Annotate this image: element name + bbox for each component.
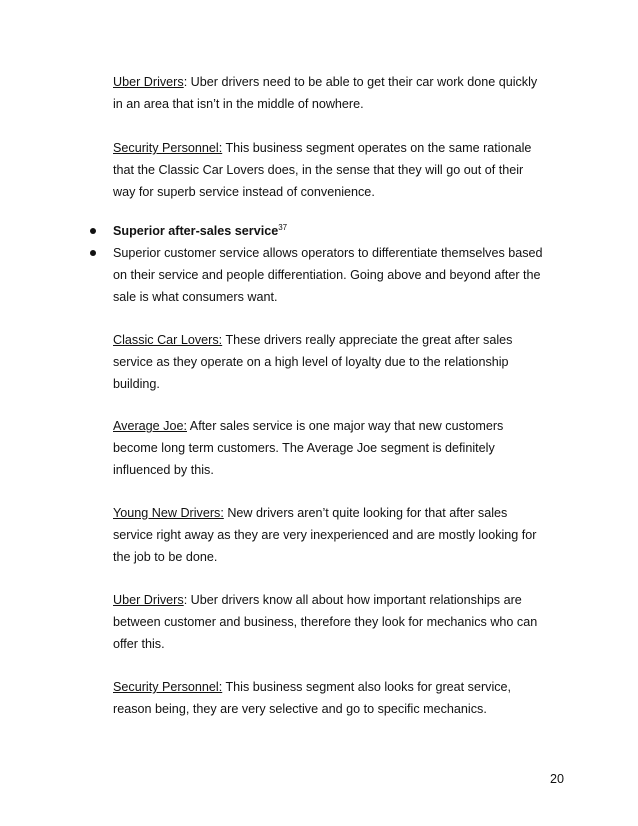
paragraph-line: between customer and business, therefore they look for mechanics who can: [113, 615, 538, 629]
segment-label: Uber Drivers: [113, 593, 184, 607]
paragraph-line: influenced by this.: [113, 463, 214, 477]
bullet-icon: [90, 250, 96, 256]
paragraph-line: New drivers aren’t quite looking for that after sales: [223, 506, 508, 520]
paragraph-line: that the Classic Car Lovers does, in the sense that they will go out of their: [113, 163, 524, 177]
paragraph-line: way for superb service instead of convenience.: [113, 185, 375, 199]
segment-label: Classic Car Lovers:: [113, 333, 223, 347]
paragraph-line: These drivers really appreciate the great after sales: [222, 333, 513, 347]
paragraph-line: service right away as they are very inexperienced and are mostly looking for: [113, 528, 537, 542]
paragraph-line: : Uber drivers need to be able to get their car work done quickly: [183, 75, 538, 89]
footnote-reference: 37: [278, 223, 288, 232]
bullet-icon: [90, 228, 96, 234]
classic-car-lovers-paragraph: [113, 329, 568, 395]
paragraph-line: offer this.: [113, 637, 165, 651]
paragraph-line: sale is what consumers want.: [113, 290, 278, 304]
segment-label: Security Personnel:: [113, 141, 223, 155]
paragraph-line: After sales service is one major way that new customers: [186, 419, 504, 433]
uber-drivers-paragraph-2: [113, 589, 568, 655]
young-new-drivers-paragraph: [113, 502, 568, 568]
security-personnel-paragraph-1: [113, 137, 568, 203]
paragraph-line: reason being, they are very selective and go to specific mechanics.: [113, 702, 487, 716]
segment-label: Average Joe:: [113, 419, 187, 433]
page-number: 20: [549, 772, 564, 786]
paragraph-line: building.: [113, 377, 160, 391]
segment-label: Uber Drivers: [113, 75, 184, 89]
security-personnel-paragraph-2: [113, 676, 568, 720]
paragraph-line: This business segment also looks for great service,: [222, 680, 512, 694]
paragraph-line: : Uber drivers know all about how important relationships are: [183, 593, 522, 607]
segment-label: Security Personnel:: [113, 680, 223, 694]
paragraph-line: in an area that isn’t in the middle of nowhere.: [113, 97, 364, 111]
bullet-heading-text: Superior after-sales service: [113, 224, 279, 238]
uber-drivers-paragraph-1: [113, 71, 568, 115]
average-joe-paragraph: [113, 415, 568, 481]
paragraph-line: service as they operate on a high level of loyalty due to the relationship: [113, 355, 509, 369]
paragraph-line: the job to be done.: [113, 550, 218, 564]
paragraph-line: on their service and people differentiation. Going above and beyond after the: [113, 268, 541, 282]
paragraph-line: Superior customer service allows operators to differentiate themselves based: [113, 246, 543, 260]
paragraph-line: This business segment operates on the same rationale: [222, 141, 532, 155]
paragraph-line: become long term customers. The Average Joe segment is definitely: [113, 441, 495, 455]
segment-label: Young New Drivers:: [113, 506, 224, 520]
